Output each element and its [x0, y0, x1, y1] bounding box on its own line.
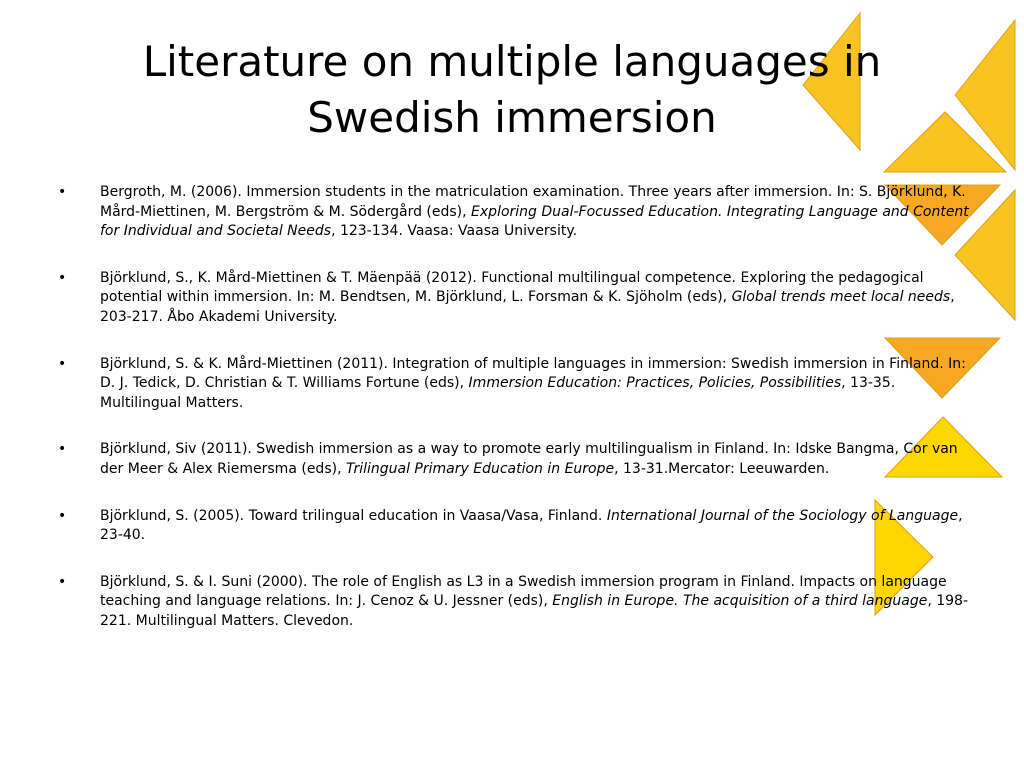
reference-list [58, 183, 970, 659]
reference-text-after: , 13-31.Mercator: Leeuwarden. [614, 460, 830, 477]
reference-text [100, 574, 968, 629]
bullet-icon: • [58, 441, 67, 458]
reference-item [58, 183, 970, 242]
reference-item [58, 355, 970, 414]
reference-title-italic: International Journal of the Sociology of Language [606, 507, 959, 524]
reference-text [100, 508, 963, 544]
reference-text-before: Björklund, S. & I. Suni (2000). The role of English as L3 in a Swedish immersion program in Finland. Impacts on language teaching and language relations. In: J. Cenoz & U. Jessner (eds), [100, 573, 947, 610]
reference-title-italic: English in Europe. The acquisition of a third language [552, 593, 928, 610]
reference-text-after: , 203-217. Åbo Akademi University. [100, 289, 955, 325]
reference-text-after: , 123-134. Vaasa: Vaasa University. [331, 223, 578, 240]
reference-title-italic: Exploring Dual-Focussed Education. Integrating Language and Content for Individual and Societal Needs [100, 203, 969, 240]
reference-text-before: Björklund, Siv (2011). Swedish immersion as a way to promote early multilingualism in Finland. In: Idske Bangma, Cor van der Meer & Alex Riemersma (eds), [100, 441, 958, 477]
bullet-icon: • [58, 269, 67, 286]
reference-text-after: , 13-35. Multilingual Matters. [100, 375, 896, 411]
slide-title-line-1: Literature on multiple languages in [142, 37, 882, 86]
reference-text [100, 270, 955, 325]
reference-text-before: Björklund, S. & K. Mård-Miettinen (2011). Integration of multiple languages in immersion: Swedish immersion in Finland. In: D. J. Tedick, D. Christian & T. Williams Fortune (eds), [100, 355, 966, 392]
slide-title-line-2: Swedish immersion [307, 93, 717, 142]
reference-text [100, 184, 969, 239]
bullet-icon: • [58, 355, 67, 372]
reference-text-before: Björklund, S., K. Mård-Miettinen & T. Mäenpää (2012). Functional multilingual competence. Exploring the pedagogical potential within immersion. In: M. Bendtsen, M. Björklund, L. Forsman & K. Sjöholm (eds), [100, 269, 924, 306]
reference-item [58, 269, 970, 328]
reference-text [100, 441, 958, 477]
reference-title-italic: Immersion Education: Practices, Policies, Possibilities [468, 375, 842, 392]
reference-text-before: Björklund, S. (2005). Toward trilingual education in Vaasa/Vasa, Finland. [100, 507, 607, 524]
bullet-icon: • [58, 507, 67, 524]
reference-item [58, 573, 970, 632]
reference-item [58, 507, 970, 546]
reference-text-after: , 23-40. [100, 507, 963, 544]
reference-text-before: Bergroth, M. (2006). Immersion students in the matriculation examination. Three years after immersion. In: S. Björklund, K. Mård-Miettinen, M. Bergström & M. Södergård (eds), [100, 184, 966, 220]
bullet-icon: • [58, 573, 67, 590]
slide-title [60, 34, 964, 146]
reference-item [58, 440, 970, 479]
reference-title-italic: Global trends meet local needs [731, 289, 951, 306]
reference-text-after: , 198-221. Multilingual Matters. Clevedon. [100, 593, 969, 629]
bullet-icon: • [58, 184, 67, 200]
reference-title-italic: Trilingual Primary Education in Europe [345, 460, 615, 477]
reference-text [100, 356, 966, 411]
